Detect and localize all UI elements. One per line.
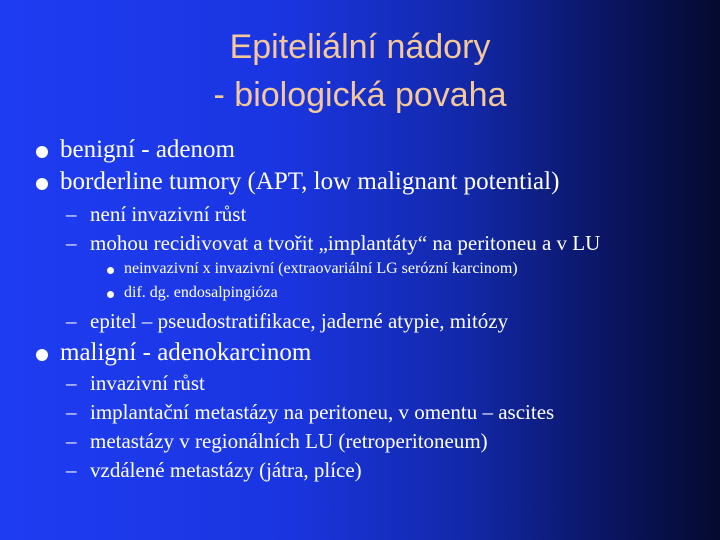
list-item-endosalpingioza: dif. dg. endosalpingióza bbox=[124, 284, 278, 301]
list-item-neinvazivni-x-invazivni: neinvazivní x invazivní (extraovariální LG serózní karcinom) bbox=[124, 260, 518, 277]
slide-title-line-2: - biologická povaha bbox=[213, 76, 507, 114]
list-item-recidivovat: mohou recidivovat a tvořit „implantáty“ na peritoneu a v LU bbox=[90, 231, 601, 255]
list-item-implantacni-metastazy: implantační metastázy na peritoneu, v omentu – ascites bbox=[90, 400, 555, 424]
dash-marker: – bbox=[66, 400, 77, 424]
bullet-dot-icon bbox=[107, 267, 114, 274]
list-item-regionalni-lu: metastázy v regionálních LU (retroperitoneum) bbox=[90, 429, 488, 453]
list-item-neinvazivni-rust: není invazivní růst bbox=[90, 202, 247, 226]
list-item-invazivni-rust: invazivní růst bbox=[90, 371, 205, 395]
list-item-epitel: epitel – pseudostratifikace, jaderné atypie, mitózy bbox=[90, 309, 509, 333]
slide-title-line-1: Epiteliální nádory bbox=[229, 28, 491, 66]
list-item-benigni: benigní - adenom bbox=[60, 136, 235, 163]
dash-marker: – bbox=[66, 371, 77, 395]
bullet-dot-icon bbox=[36, 146, 48, 158]
dash-marker: – bbox=[66, 231, 77, 255]
bullet-dot-icon bbox=[36, 178, 48, 190]
list-item-borderline: borderline tumory (APT, low malignant potential) bbox=[60, 168, 560, 195]
list-item-vzdalene-metastazy: vzdálené metastázy (játra, plíce) bbox=[90, 458, 362, 482]
list-item-maligni: maligní - adenokarcinom bbox=[60, 339, 312, 366]
dash-marker: – bbox=[66, 309, 77, 333]
bullet-dot-icon bbox=[107, 291, 114, 298]
dash-marker: – bbox=[66, 458, 77, 482]
dash-marker: – bbox=[66, 429, 77, 453]
bullet-dot-icon bbox=[36, 349, 48, 361]
dash-marker: – bbox=[66, 202, 77, 226]
